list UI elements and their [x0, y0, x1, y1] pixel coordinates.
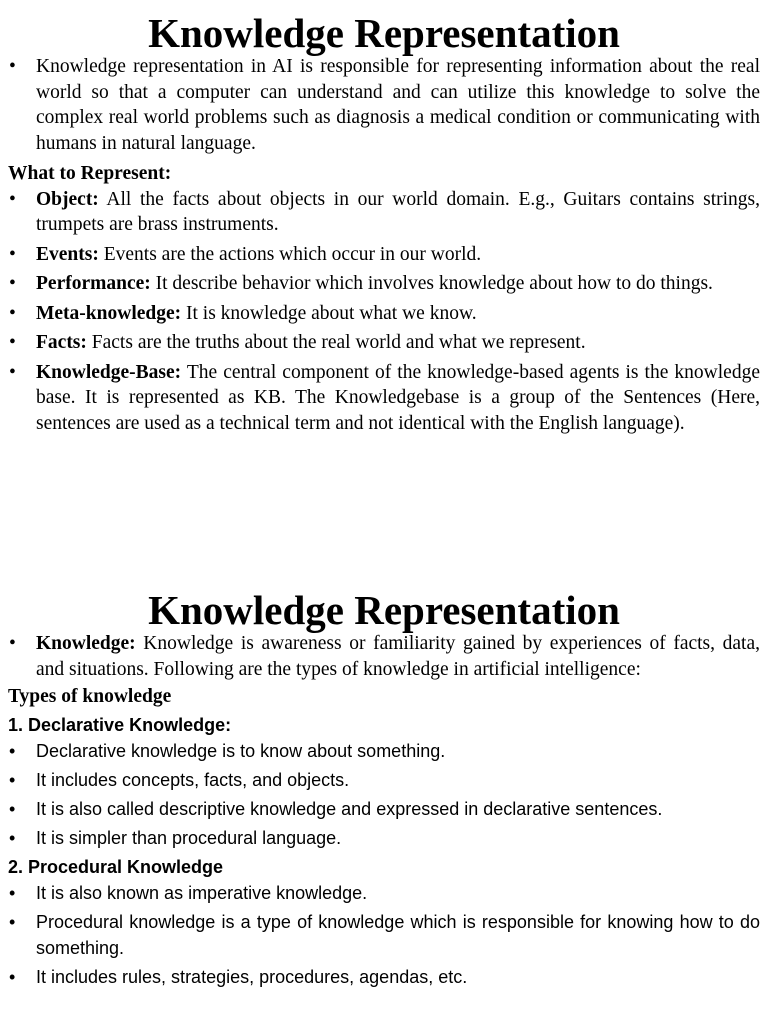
- procedural-heading: 2. Procedural Knowledge: [8, 856, 224, 877]
- text-object: All the facts about objects in our world domain. E.g., Guitars contains strings, trumpets are brass instruments.: [36, 188, 760, 235]
- text-events: Events are the actions which occur in our world.: [98, 243, 482, 265]
- list-item-performance: [0, 271, 768, 297]
- slide-1: [0, 0, 768, 436]
- intro-list: [0, 54, 768, 156]
- list-item: [0, 909, 768, 961]
- bullet-icon: •: [9, 302, 16, 324]
- text-performance: It describe behavior which involves knowledge about how to do things.: [150, 273, 713, 294]
- list-item-text: It is also known as imperative knowledge.: [36, 882, 368, 903]
- term-events: Events:: [36, 243, 99, 265]
- term-knowledge: Knowledge:: [36, 633, 136, 654]
- intro-text: Knowledge representation in AI is responsible for representing information about the real world so that a computer can understand and can utilize this knowledge to solve the complex real world problems such as diagnosis a medical condition or communicating with humans in natural language.: [36, 56, 760, 154]
- list-item-facts: [0, 330, 768, 356]
- declarative-heading: 1. Declarative Knowledge:: [8, 714, 232, 735]
- term-knowledge-base: Knowledge-Base:: [36, 361, 182, 383]
- bullet-icon: •: [9, 882, 16, 903]
- types-of-knowledge-heading: Types of knowledge: [8, 686, 172, 707]
- bullet-icon: •: [9, 966, 16, 987]
- list-item: [0, 964, 768, 990]
- intro-item: [0, 54, 768, 156]
- bullet-icon: •: [9, 273, 16, 294]
- procedural-list: [0, 880, 768, 990]
- bullet-icon: •: [9, 633, 16, 654]
- list-item-text: It is simpler than procedural language.: [36, 827, 342, 848]
- text-meta-knowledge: It is knowledge about what we know.: [181, 302, 477, 324]
- bullet-icon: •: [9, 56, 16, 77]
- bullet-icon: •: [9, 911, 16, 932]
- list-item-text: It is also called descriptive knowledge and expressed in declarative sentences.: [36, 798, 663, 819]
- bullet-icon: •: [9, 769, 16, 790]
- list-item-knowledge: [0, 631, 768, 682]
- list-item-object: [0, 187, 768, 238]
- list-item: [0, 825, 768, 851]
- list-item-text: Declarative knowledge is to know about something.: [36, 740, 446, 761]
- term-meta-knowledge: Meta-knowledge:: [36, 302, 182, 324]
- list-item-text: Procedural knowledge is a type of knowledge which is responsible for knowing how to do something.: [36, 911, 760, 958]
- list-item: [0, 796, 768, 822]
- bullet-icon: •: [9, 243, 16, 265]
- knowledge-list: [0, 631, 768, 682]
- list-item-text: It includes rules, strategies, procedures, agendas, etc.: [36, 966, 468, 987]
- slide-title: Knowledge Representation: [148, 10, 620, 56]
- bullet-icon: •: [9, 827, 16, 848]
- bullet-icon: •: [9, 332, 16, 353]
- list-item-events: [0, 242, 768, 268]
- list-item: [0, 767, 768, 793]
- list-item: [0, 738, 768, 764]
- represent-list: [0, 187, 768, 437]
- list-item-text: It includes concepts, facts, and objects.: [36, 769, 350, 790]
- list-item-meta-knowledge: [0, 301, 768, 327]
- slide-2: [0, 576, 768, 990]
- what-to-represent-heading: What to Represent:: [8, 163, 172, 184]
- bullet-icon: •: [9, 188, 16, 210]
- term-object: Object:: [36, 188, 99, 210]
- declarative-list: [0, 738, 768, 851]
- bullet-icon: •: [9, 740, 16, 761]
- term-performance: Performance:: [36, 273, 151, 294]
- slide-title: Knowledge Representation: [148, 587, 620, 633]
- text-facts: Facts are the truths about the real world and what we represent.: [86, 332, 586, 353]
- term-facts: Facts:: [36, 332, 87, 353]
- text-knowledge-base: The central component of the knowledge-based agents is the knowledge base. It is represented as KB. The Knowledgebase is a group of the Sentences (Here, sentences are used as a technical term and not identical with the English language).: [36, 361, 760, 434]
- bullet-icon: •: [9, 798, 16, 819]
- text-knowledge: Knowledge is awareness or familiarity gained by experiences of facts, data, and situations. Following are the types of knowledge in artificial intelligence:: [36, 633, 760, 680]
- list-item: [0, 880, 768, 906]
- bullet-icon: •: [9, 361, 16, 383]
- list-item-knowledge-base: [0, 360, 768, 437]
